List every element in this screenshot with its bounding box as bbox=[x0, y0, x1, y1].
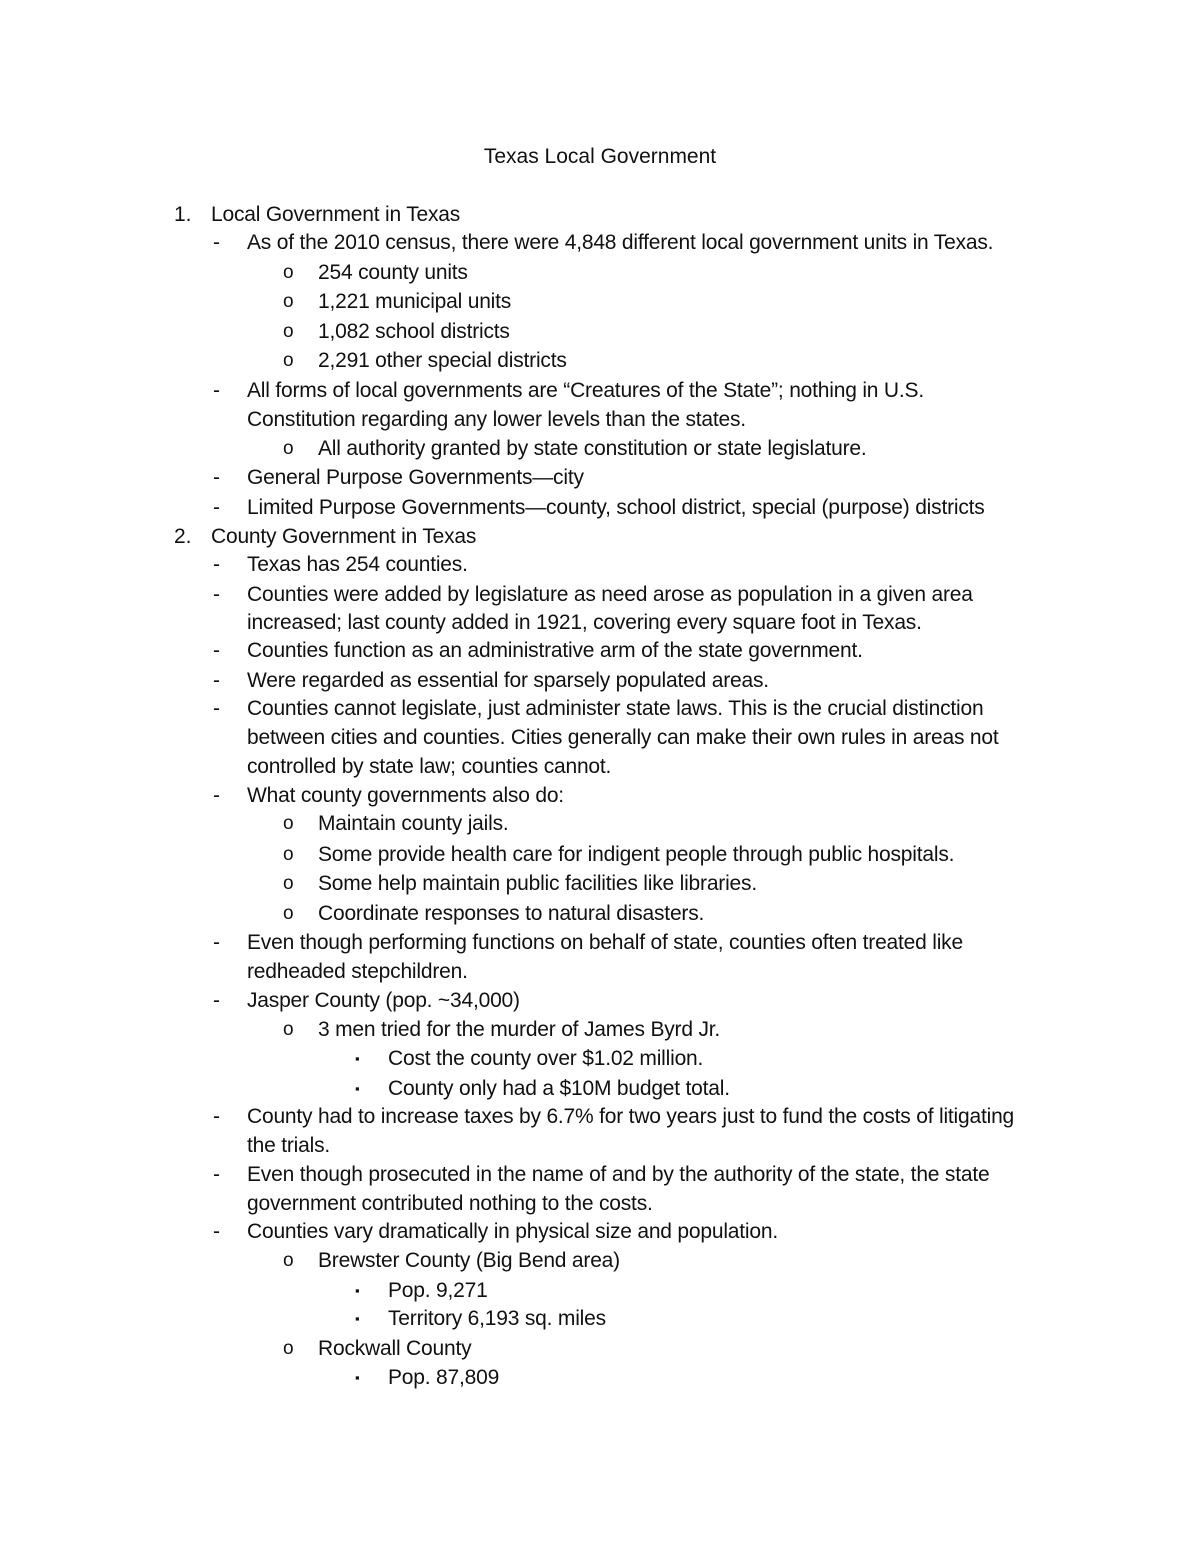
list-item-text: County Government in Texas bbox=[211, 525, 477, 548]
list-item bbox=[0, 1160, 1200, 1189]
list-item bbox=[0, 1015, 1200, 1044]
list-item-text: County only had a $10M budget total. bbox=[388, 1077, 730, 1100]
list-item-text: County had to increase taxes by 6.7% for two years just to fund the costs of litigating bbox=[247, 1105, 1015, 1128]
list-item bbox=[0, 1334, 1200, 1363]
list-item bbox=[0, 666, 1200, 695]
list-item bbox=[0, 522, 1200, 551]
list-marker: o bbox=[283, 873, 294, 894]
list-marker: o bbox=[283, 844, 294, 865]
square-bullet-icon: ▪ bbox=[355, 1370, 360, 1385]
list-item-continuation bbox=[0, 608, 1200, 637]
list-marker: - bbox=[213, 553, 220, 576]
list-marker: - bbox=[213, 931, 220, 954]
list-marker: - bbox=[213, 1163, 220, 1186]
list-marker: - bbox=[213, 1220, 220, 1243]
list-marker: - bbox=[213, 989, 220, 1012]
list-item-text: Maintain county jails. bbox=[318, 812, 509, 835]
list-marker: - bbox=[213, 231, 220, 254]
list-marker: - bbox=[213, 496, 220, 519]
list-item-text: Coordinate responses to natural disasters. bbox=[318, 902, 705, 925]
list-item-text: increased; last county added in 1921, covering every square foot in Texas. bbox=[247, 611, 922, 634]
list-item bbox=[0, 200, 1200, 229]
list-marker: - bbox=[213, 697, 220, 720]
list-item-text: controlled by state law; counties cannot. bbox=[247, 755, 612, 778]
list-item-text: Pop. 9,271 bbox=[388, 1279, 488, 1302]
list-item-text: Texas has 254 counties. bbox=[247, 553, 468, 576]
list-marker: o bbox=[283, 262, 294, 283]
list-item bbox=[0, 1246, 1200, 1275]
list-item bbox=[0, 928, 1200, 957]
list-item-text: As of the 2010 census, there were 4,848 different local government units in Texas. bbox=[247, 231, 994, 254]
list-marker: o bbox=[283, 321, 294, 342]
list-item-text: between cities and counties. Cities generally can make their own rules in areas not bbox=[247, 726, 999, 749]
list-marker: o bbox=[283, 1338, 294, 1359]
list-item-text: Constitution regarding any lower levels than the states. bbox=[247, 408, 746, 431]
list-item bbox=[0, 809, 1200, 838]
list-item-text: 3 men tried for the murder of James Byrd Jr. bbox=[318, 1018, 721, 1041]
list-item-text: Pop. 87,809 bbox=[388, 1366, 500, 1389]
list-item-text: Limited Purpose Governments—county, school district, special (purpose) districts bbox=[247, 496, 985, 519]
list-item bbox=[0, 1074, 1200, 1103]
list-item bbox=[0, 1363, 1200, 1392]
square-bullet-icon: ▪ bbox=[355, 1051, 360, 1066]
list-item bbox=[0, 636, 1200, 665]
list-item-text: government contributed nothing to the costs. bbox=[247, 1192, 653, 1215]
list-item bbox=[0, 986, 1200, 1015]
list-item-text: 254 county units bbox=[318, 261, 468, 284]
list-item-text: Counties cannot legislate, just administer state laws. This is the crucial distinction bbox=[247, 697, 984, 720]
list-item-continuation bbox=[0, 723, 1200, 752]
list-item bbox=[0, 1044, 1200, 1073]
list-marker: o bbox=[283, 350, 294, 371]
list-item-text: Local Government in Texas bbox=[211, 203, 461, 226]
list-marker: 1. bbox=[174, 203, 192, 226]
list-item bbox=[0, 550, 1200, 579]
list-marker: - bbox=[213, 669, 220, 692]
list-item-text: 2,291 other special districts bbox=[318, 349, 567, 372]
list-marker: - bbox=[213, 466, 220, 489]
list-item bbox=[0, 434, 1200, 463]
list-item-text: Some help maintain public facilities like libraries. bbox=[318, 872, 757, 895]
list-item-continuation bbox=[0, 957, 1200, 986]
list-item bbox=[0, 346, 1200, 375]
list-marker: - bbox=[213, 1105, 220, 1128]
list-item-continuation bbox=[0, 752, 1200, 781]
list-item bbox=[0, 1217, 1200, 1246]
list-marker: - bbox=[213, 784, 220, 807]
list-marker: o bbox=[283, 1019, 294, 1040]
list-item-text: Even though prosecuted in the name of and by the authority of the state, the state bbox=[247, 1163, 990, 1186]
list-item bbox=[0, 1276, 1200, 1305]
list-item-text: Territory 6,193 sq. miles bbox=[388, 1307, 606, 1330]
list-item bbox=[0, 1304, 1200, 1333]
list-item-continuation bbox=[0, 1189, 1200, 1218]
list-item bbox=[0, 376, 1200, 405]
list-item bbox=[0, 463, 1200, 492]
list-marker: o bbox=[283, 291, 294, 312]
list-item bbox=[0, 317, 1200, 346]
list-item bbox=[0, 580, 1200, 609]
document-title: Texas Local Government bbox=[483, 145, 717, 168]
list-item-text: Counties were added by legislature as need arose as population in a given area bbox=[247, 583, 973, 606]
list-item-text: Rockwall County bbox=[318, 1337, 472, 1360]
list-item bbox=[0, 228, 1200, 257]
list-item-continuation bbox=[0, 405, 1200, 434]
list-marker: - bbox=[213, 379, 220, 402]
list-item bbox=[0, 869, 1200, 898]
list-item-text: Counties vary dramatically in physical size and population. bbox=[247, 1220, 778, 1243]
list-item-continuation bbox=[0, 1131, 1200, 1160]
list-item bbox=[0, 694, 1200, 723]
list-item bbox=[0, 781, 1200, 810]
list-item-text: 1,082 school districts bbox=[318, 320, 510, 343]
list-marker: - bbox=[213, 639, 220, 662]
square-bullet-icon: ▪ bbox=[355, 1311, 360, 1326]
list-item-text: Cost the county over $1.02 million. bbox=[388, 1047, 704, 1070]
list-item-text: General Purpose Governments—city bbox=[247, 466, 584, 489]
list-item bbox=[0, 287, 1200, 316]
list-item bbox=[0, 258, 1200, 287]
square-bullet-icon: ▪ bbox=[355, 1283, 360, 1298]
list-marker: - bbox=[213, 583, 220, 606]
list-item bbox=[0, 840, 1200, 869]
list-item-text: redheaded stepchildren. bbox=[247, 960, 468, 983]
list-item-text: What county governments also do: bbox=[247, 784, 564, 807]
square-bullet-icon: ▪ bbox=[355, 1081, 360, 1096]
list-item-text: 1,221 municipal units bbox=[318, 290, 512, 313]
list-marker: o bbox=[283, 903, 294, 924]
list-item-text: Jasper County (pop. ~34,000) bbox=[247, 989, 520, 1012]
list-marker: o bbox=[283, 1250, 294, 1271]
list-item-text: All forms of local governments are “Creatures of the State”; nothing in U.S. bbox=[247, 379, 924, 402]
list-item bbox=[0, 493, 1200, 522]
list-marker: 2. bbox=[174, 525, 192, 548]
list-item-text: Even though performing functions on behalf of state, counties often treated like bbox=[247, 931, 963, 954]
list-item-text: All authority granted by state constitution or state legislature. bbox=[318, 437, 867, 460]
list-item-text: Were regarded as essential for sparsely populated areas. bbox=[247, 669, 769, 692]
list-item-text: Counties function as an administrative arm of the state government. bbox=[247, 639, 863, 662]
list-item bbox=[0, 1102, 1200, 1131]
list-marker: o bbox=[283, 438, 294, 459]
list-item-text: Brewster County (Big Bend area) bbox=[318, 1249, 620, 1272]
list-item-text: the trials. bbox=[247, 1134, 330, 1157]
list-item bbox=[0, 899, 1200, 928]
list-item-text: Some provide health care for indigent people through public hospitals. bbox=[318, 843, 955, 866]
list-marker: o bbox=[283, 813, 294, 834]
